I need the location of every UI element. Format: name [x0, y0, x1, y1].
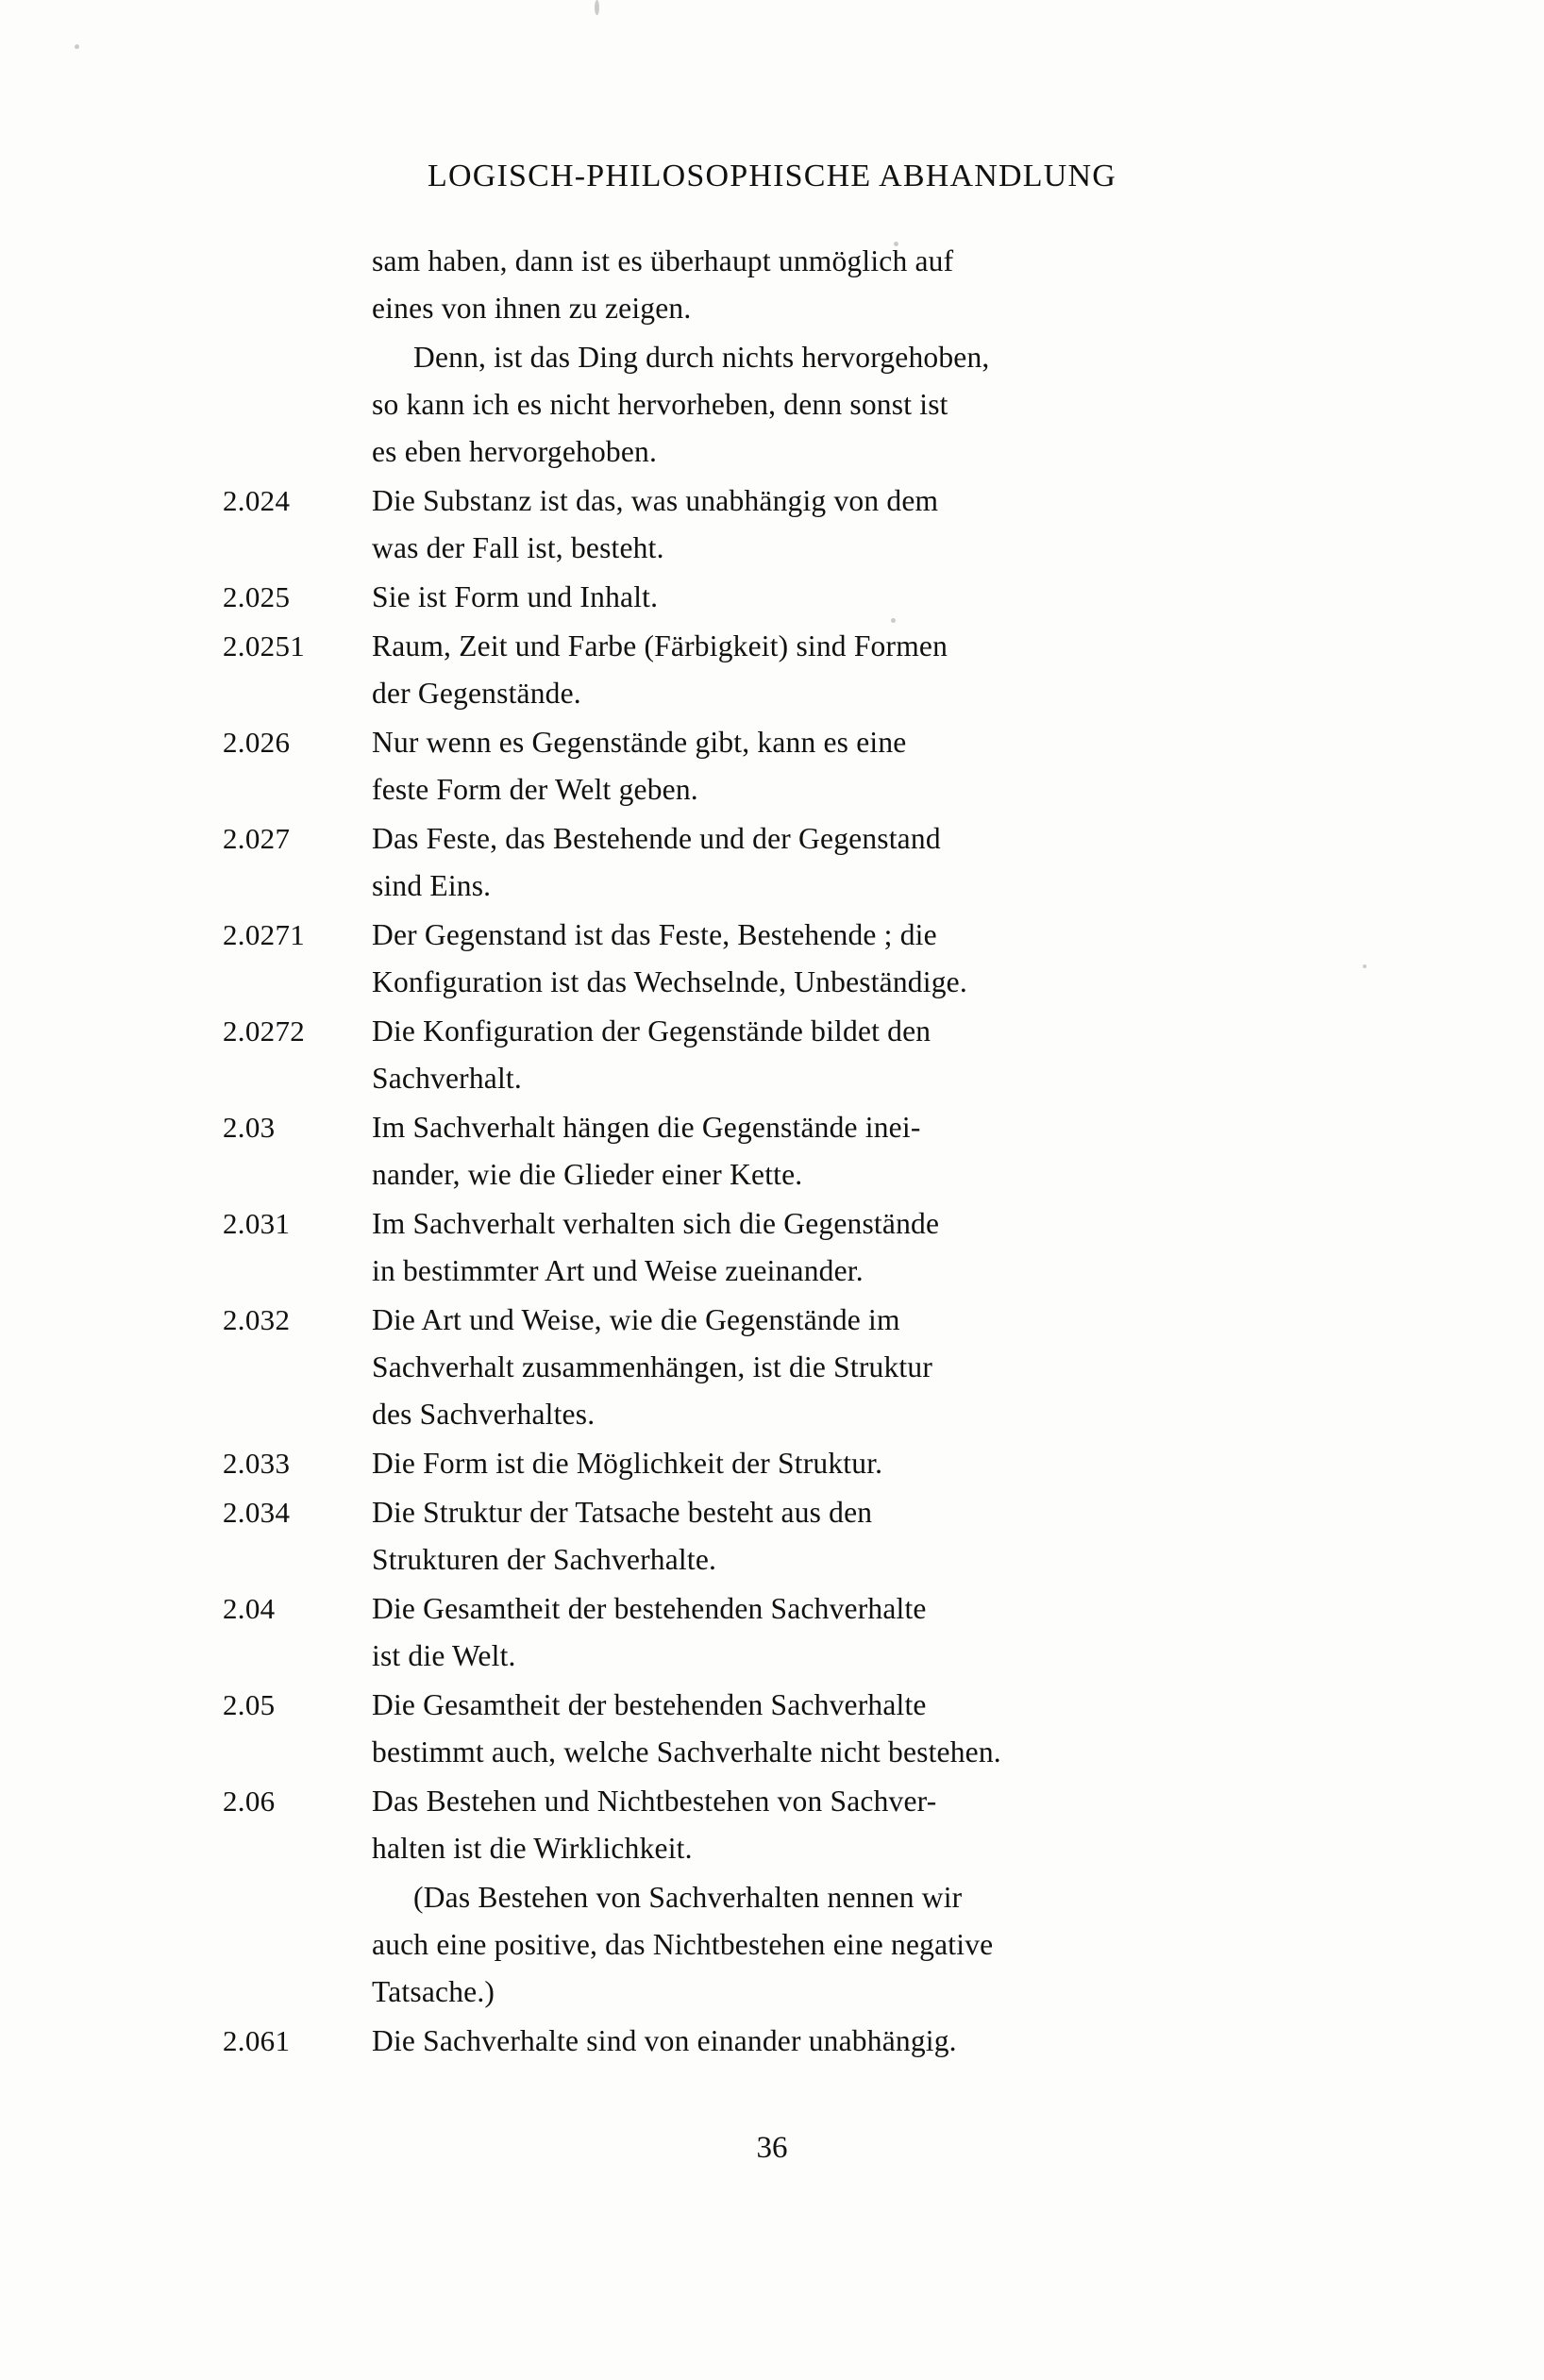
proposition-text — [372, 1682, 1336, 1776]
proposition-text — [372, 815, 1336, 910]
proposition-paragraph — [223, 1682, 1336, 1776]
proposition-paragraph — [223, 912, 1336, 1006]
text-line: so kann ich es nicht hervorheben, denn sonst ist — [372, 388, 948, 421]
text-line: Raum, Zeit und Farbe (Färbigkeit) sind Formen — [372, 629, 948, 662]
proposition-text — [372, 574, 1336, 621]
proposition-paragraph — [223, 238, 1336, 332]
text-line: Das Bestehen und Nichtbestehen von Sachver- — [372, 1785, 937, 1818]
proposition-paragraph — [223, 2018, 1336, 2065]
proposition-paragraph — [223, 623, 1336, 717]
proposition-text — [372, 1585, 1336, 1680]
paper-speck — [75, 44, 79, 49]
text-line: Nur wenn es Gegenstände gibt, kann es eine — [372, 726, 907, 759]
text-line: Das Feste, das Bestehende und der Gegenstand — [372, 822, 941, 855]
document-body — [223, 238, 1336, 2067]
text-line: eines von ihnen zu zeigen. — [372, 292, 692, 325]
proposition-number: 2.05 — [223, 1688, 276, 1721]
proposition-paragraph — [223, 1874, 1336, 2016]
proposition-number: 2.03 — [223, 1111, 276, 1144]
proposition-number: 2.034 — [223, 1496, 291, 1529]
proposition-text — [372, 238, 1336, 332]
text-line — [372, 1874, 1336, 1921]
proposition-number: 2.025 — [223, 580, 291, 613]
proposition-text — [372, 1297, 1336, 1438]
proposition-text — [372, 2018, 1336, 2065]
text-line: der Gegenstände. — [372, 677, 581, 710]
text-line: Die Konfiguration der Gegenstände bildet den — [372, 1014, 931, 1048]
text-line: sind Eins. — [372, 869, 492, 902]
proposition-number: 2.033 — [223, 1447, 291, 1480]
paper-speck — [595, 0, 599, 15]
proposition-number: 2.06 — [223, 1785, 276, 1818]
proposition-number: 2.027 — [223, 822, 291, 855]
text-line: auch eine positive, das Nichtbestehen eine negative — [372, 1928, 994, 1961]
text-line: Die Gesamtheit der bestehenden Sachverhalte — [372, 1592, 927, 1625]
text-line: des Sachverhaltes. — [372, 1398, 596, 1431]
proposition-paragraph — [223, 1297, 1336, 1438]
proposition-paragraph — [223, 1104, 1336, 1198]
text-line: sam haben, dann ist es überhaupt unmöglich auf — [372, 244, 954, 277]
text-line: halten ist die Wirklichkeit. — [372, 1832, 693, 1865]
proposition-number: 2.026 — [223, 726, 291, 759]
text-line: Die Form ist die Möglichkeit der Struktur. — [372, 1447, 883, 1480]
page-number: 36 — [756, 2131, 788, 2165]
proposition-paragraph — [223, 1008, 1336, 1102]
proposition-paragraph — [223, 1585, 1336, 1680]
proposition-paragraph — [223, 1778, 1336, 1872]
text-line: Konfiguration ist das Wechselnde, Unbeständige. — [372, 965, 967, 998]
proposition-paragraph — [223, 719, 1336, 813]
proposition-text — [372, 912, 1336, 1006]
proposition-paragraph — [223, 1489, 1336, 1584]
proposition-text — [372, 1489, 1336, 1584]
proposition-number: 2.0272 — [223, 1014, 306, 1048]
text-line: Sachverhalt zusammenhängen, ist die Struktur — [372, 1350, 933, 1383]
proposition-text — [372, 334, 1336, 476]
proposition-text — [372, 1874, 1336, 2016]
text-line: Die Gesamtheit der bestehenden Sachverhalte — [372, 1688, 927, 1721]
paper-speck — [1363, 964, 1367, 968]
text-line — [372, 334, 1336, 381]
text-line: Die Sachverhalte sind von einander unabhängig. — [372, 2024, 957, 2057]
text-line: ist die Welt. — [372, 1639, 516, 1672]
proposition-text — [372, 1440, 1336, 1487]
text-line: Die Art und Weise, wie die Gegenstände im — [372, 1303, 900, 1336]
text-line: Tatsache.) — [372, 1975, 495, 2008]
proposition-paragraph — [223, 1200, 1336, 1295]
proposition-paragraph — [223, 574, 1336, 621]
text-line-content: (Das Bestehen von Sachverhalten nennen wir — [413, 1881, 963, 1914]
page-running-head: LOGISCH-PHILOSOPHISCHE ABHANDLUNG — [427, 159, 1117, 193]
proposition-paragraph — [223, 334, 1336, 476]
text-line: es eben hervorgehoben. — [372, 435, 658, 468]
proposition-number: 2.032 — [223, 1303, 291, 1336]
proposition-text — [372, 1778, 1336, 1872]
text-line: Im Sachverhalt verhalten sich die Gegenstände — [372, 1207, 940, 1240]
text-line: Die Substanz ist das, was unabhängig von dem — [372, 484, 939, 517]
text-line-content: Denn, ist das Ding durch nichts hervorgehoben, — [413, 341, 990, 374]
proposition-number: 2.031 — [223, 1207, 291, 1240]
text-line: Sachverhalt. — [372, 1062, 522, 1095]
proposition-text — [372, 478, 1336, 572]
proposition-number: 2.0251 — [223, 629, 306, 662]
text-line: Die Struktur der Tatsache besteht aus den — [372, 1496, 873, 1529]
proposition-text — [372, 1200, 1336, 1295]
proposition-text — [372, 623, 1336, 717]
proposition-paragraph — [223, 815, 1336, 910]
proposition-text — [372, 1104, 1336, 1198]
text-line: nander, wie die Glieder einer Kette. — [372, 1158, 803, 1191]
text-line: was der Fall ist, besteht. — [372, 531, 664, 564]
text-line: Im Sachverhalt hängen die Gegenstände inei- — [372, 1111, 921, 1144]
text-line: in bestimmter Art und Weise zueinander. — [372, 1254, 864, 1287]
proposition-number: 2.024 — [223, 484, 291, 517]
proposition-number: 2.061 — [223, 2024, 291, 2057]
proposition-number: 2.0271 — [223, 918, 306, 951]
text-line: feste Form der Welt geben. — [372, 773, 698, 806]
proposition-text — [372, 719, 1336, 813]
text-line: Sie ist Form und Inhalt. — [372, 580, 659, 613]
text-line: Strukturen der Sachverhalte. — [372, 1543, 717, 1576]
proposition-paragraph — [223, 1440, 1336, 1487]
text-line: Der Gegenstand ist das Feste, Bestehende ; die — [372, 918, 937, 951]
proposition-number: 2.04 — [223, 1592, 276, 1625]
proposition-paragraph — [223, 478, 1336, 572]
text-line: bestimmt auch, welche Sachverhalte nicht bestehen. — [372, 1735, 1001, 1768]
proposition-text — [372, 1008, 1336, 1102]
